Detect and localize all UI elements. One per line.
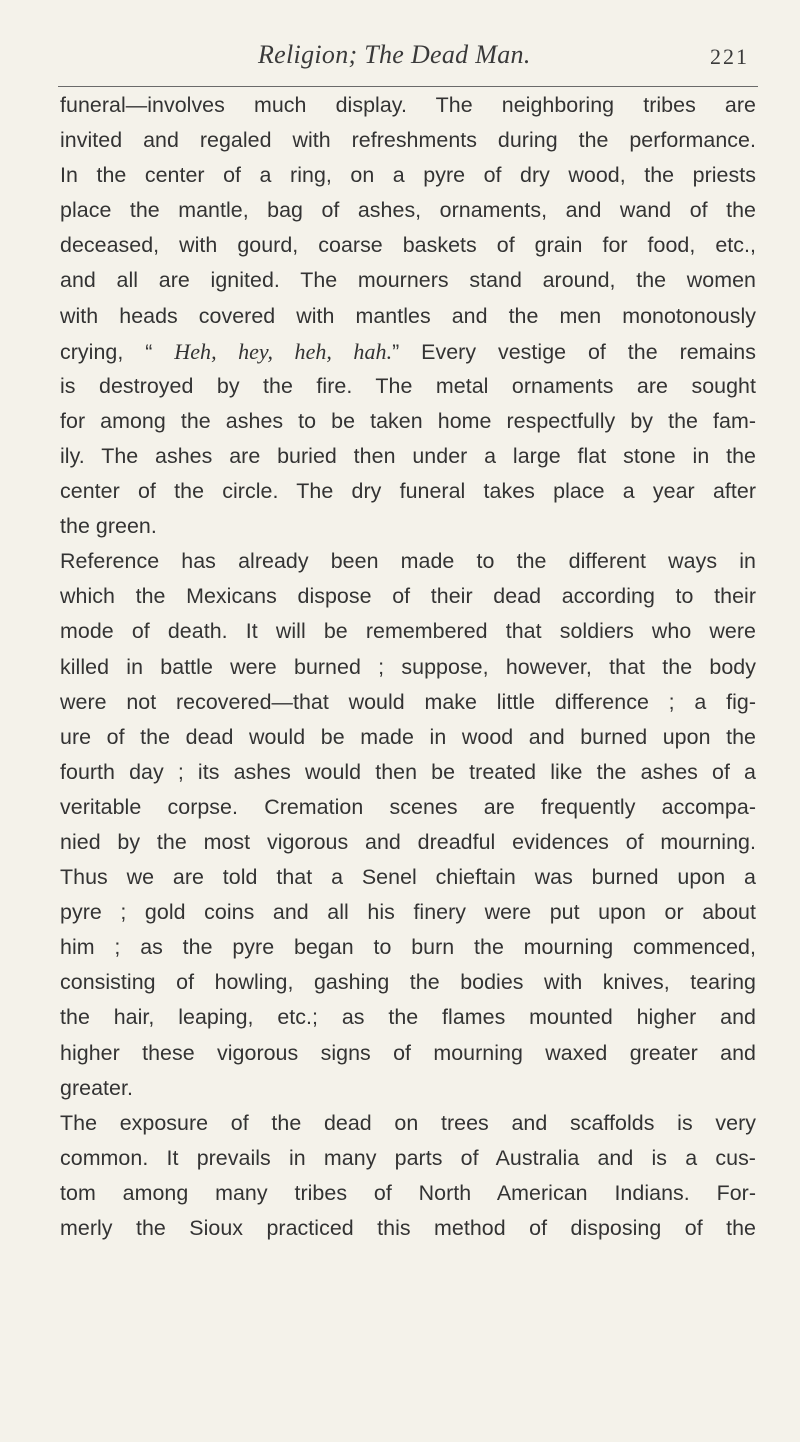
text-line-with-quote [60, 334, 756, 369]
quote-prefix: crying, “ [60, 339, 175, 364]
text-line: invited and regaled with refreshments during the performance. [60, 128, 756, 153]
text-line: for among the ashes to be taken home respectfully by the fam- [60, 408, 756, 433]
text-line: common. It prevails in many parts of Australia and is a cus- [60, 1145, 756, 1170]
text-line: ure of the dead would be made in wood and burned upon the [60, 724, 756, 749]
text-line: him ; as the pyre began to burn the mourning commenced, [60, 935, 756, 960]
quote-suffix: ” Every vestige of the remains [392, 339, 756, 364]
text-line: were not recovered—that would make little difference ; a fig- [60, 689, 756, 714]
text-line: center of the circle. The dry funeral takes place a year after [60, 479, 756, 504]
page-number: 221 [710, 44, 749, 69]
text-line: killed in battle were burned ; suppose, however, that the body [60, 654, 756, 679]
text-line: deceased, with gourd, coarse baskets of grain for food, etc., [60, 233, 756, 258]
text-line: nied by the most vigorous and dreadful evidences of mourning. [60, 829, 756, 854]
header-rule [58, 86, 758, 87]
text-line: greater. [60, 1075, 133, 1100]
text-line: funeral—involves much display. The neighboring tribes are [60, 93, 756, 117]
running-title: Religion; The Dead Man. [258, 40, 531, 69]
text-line: and all are ignited. The mourners stand around, the women [60, 268, 756, 293]
text-line: the green. [60, 514, 157, 539]
text-line: mode of death. It will be remembered that soldiers who were [60, 619, 756, 644]
text-line: tom among many tribes of North American Indians. For- [60, 1180, 756, 1205]
text-line: veritable corpse. Cremation scenes are frequently accompa- [60, 794, 756, 819]
text-line: ily. The ashes are buried then under a large flat stone in the [60, 443, 756, 468]
text-line: The exposure of the dead on trees and scaffolds is very [60, 1110, 756, 1135]
text-line: In the center of a ring, on a pyre of dry wood, the priests [60, 163, 756, 188]
text-line: with heads covered with mantles and the men monotonously [60, 303, 756, 328]
text-line: place the mantle, bag of ashes, ornaments, and wand of the [60, 198, 756, 223]
text-line: higher these vigorous signs of mourning waxed greater and [60, 1040, 756, 1065]
text-line: fourth day ; its ashes would then be treated like the ashes of a [60, 759, 756, 784]
text-line: merly the Sioux practiced this method of disposing of the [60, 1216, 756, 1240]
text-line: is destroyed by the fire. The metal ornaments are sought [60, 373, 756, 398]
text-line: Thus we are told that a Senel chieftain was burned upon a [60, 865, 756, 890]
text-line: which the Mexicans dispose of their dead according to their [60, 584, 756, 609]
quoted-cry: Heh, hey, heh, hah. [174, 338, 393, 364]
text-line: pyre ; gold coins and all his finery were put upon or about [60, 900, 756, 925]
body-text [60, 88, 756, 1246]
text-line: Reference has already been made to the different ways in [60, 549, 756, 574]
text-line: consisting of howling, gashing the bodies with knives, tearing [60, 970, 756, 995]
text-line: the hair, leaping, etc.; as the flames mounted higher and [60, 1005, 756, 1030]
